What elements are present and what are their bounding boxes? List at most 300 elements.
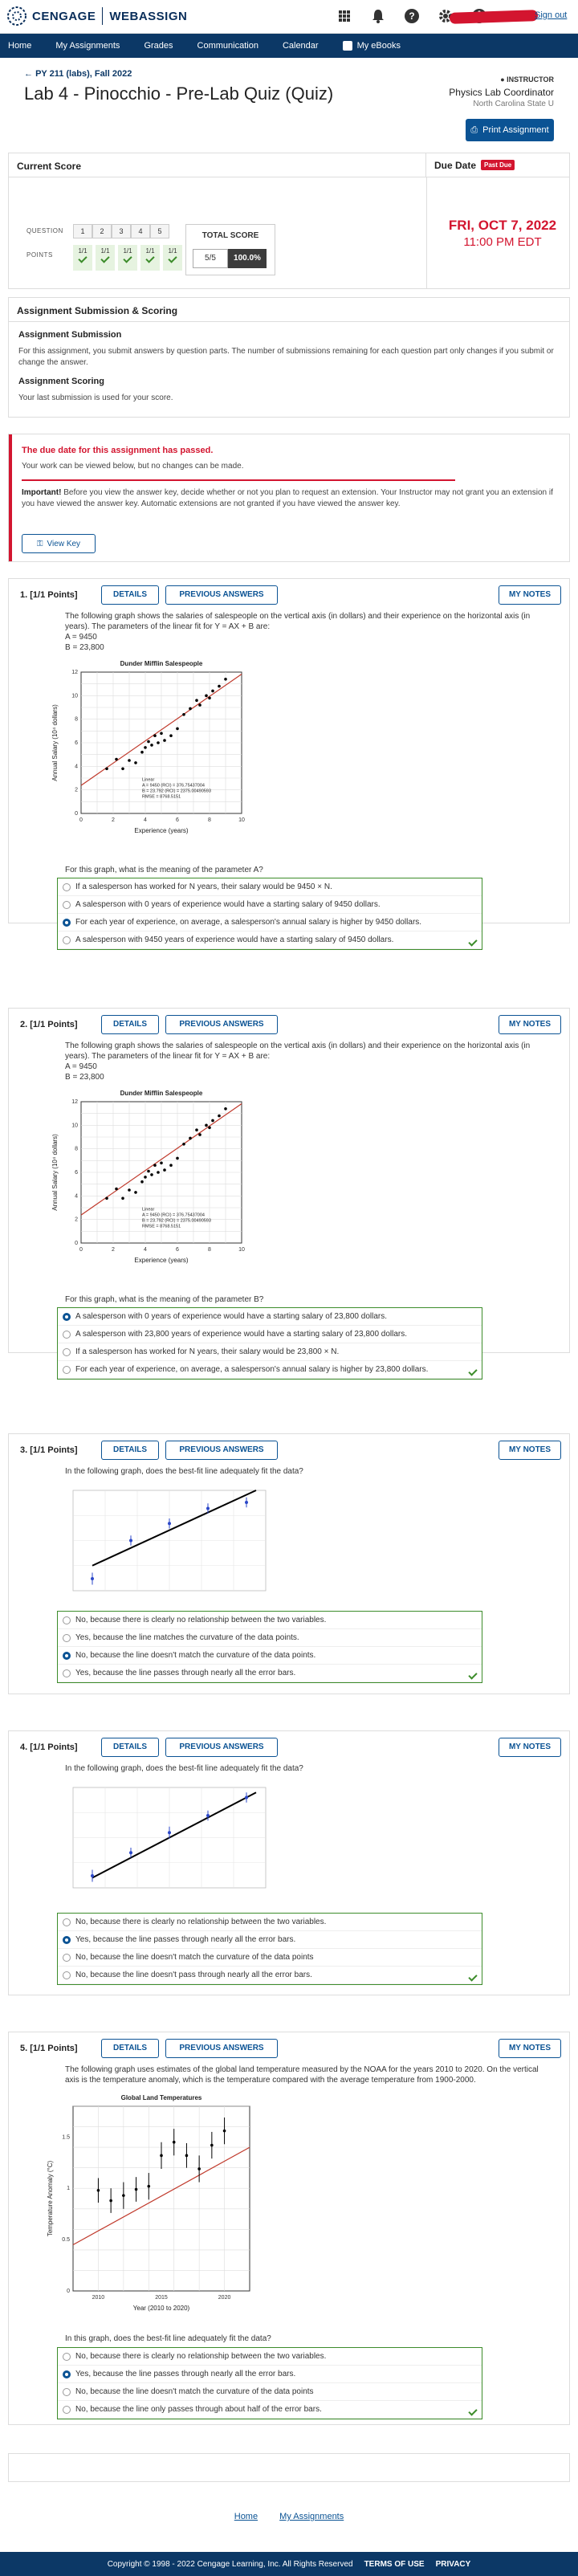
data-point bbox=[150, 1173, 153, 1176]
y-tick-label: 10 bbox=[71, 1123, 78, 1129]
due-date-passed-notice bbox=[8, 434, 570, 562]
check-icon bbox=[78, 254, 87, 263]
radio-unselected[interactable] bbox=[63, 1331, 71, 1339]
param-a: A = 9450 bbox=[65, 633, 97, 642]
x-tick-label: 8 bbox=[208, 817, 211, 823]
nav-my-ebooks-label: My eBooks bbox=[356, 41, 401, 51]
assignment-scoring-text: Your last submission is used for your score. bbox=[18, 393, 173, 402]
radio-selected[interactable] bbox=[63, 1313, 71, 1321]
question-text: The following graph uses estimates of the global land temperature measured by the NOAA for the years 2010 to 2020. On the vertical axis is the temperature anomaly, which is the temperature compared with the average temperature from 1900-2000. bbox=[65, 2065, 539, 2085]
data-point bbox=[205, 1124, 208, 1127]
y-tick-label: 0 bbox=[75, 811, 78, 817]
printer-icon: ⎙ bbox=[470, 124, 478, 135]
data-point bbox=[91, 1577, 94, 1580]
data-point bbox=[135, 2188, 138, 2191]
question-text: The following graph shows the salaries of salespeople on the vertical axis (in dollars) and their experience on the horizontal axis (in years). The parameters of the linear fit for Y = AX + B are: bbox=[65, 1041, 531, 1061]
points-value: 1/1 bbox=[100, 247, 110, 255]
instructor-role bbox=[449, 75, 554, 84]
question-number: 1. [1/1 Points] bbox=[20, 590, 78, 600]
nav-communication[interactable]: Communication bbox=[197, 41, 258, 51]
answer-choice[interactable] bbox=[58, 2383, 482, 2401]
data-point bbox=[163, 1168, 166, 1172]
view-key-label: View Key bbox=[47, 539, 81, 548]
previous-answers-button[interactable]: PREVIOUS ANSWERS bbox=[165, 1441, 278, 1460]
y-tick-label: 12 bbox=[71, 670, 78, 675]
details-button[interactable]: DETAILS bbox=[101, 1738, 159, 1757]
legend-text: B = 23.792 (RCI) = 2375.00490593 bbox=[142, 789, 211, 794]
x-axis-label: Experience (years) bbox=[134, 827, 189, 834]
answer-choice[interactable] bbox=[58, 896, 482, 914]
legend-text: A = 9450 (RCI) = 376.75437004 bbox=[142, 783, 205, 789]
radio-selected[interactable] bbox=[63, 1652, 71, 1660]
radio-selected[interactable] bbox=[63, 919, 71, 927]
top-bar bbox=[0, 0, 578, 34]
data-point bbox=[147, 740, 150, 744]
answer-choice[interactable] bbox=[58, 2366, 482, 2383]
question-number: 3. [1/1 Points] bbox=[20, 1445, 78, 1455]
y-tick-label: 0 bbox=[75, 1241, 78, 1246]
answer-choice-text: Yes, because the line passes through nearly all the error bars. bbox=[75, 1935, 296, 1944]
sign-out-link[interactable]: Sign out bbox=[535, 10, 568, 20]
points-value: 1/1 bbox=[145, 247, 155, 255]
answer-choice[interactable] bbox=[58, 1612, 482, 1629]
answer-choice[interactable] bbox=[58, 1326, 482, 1343]
data-point bbox=[128, 1188, 131, 1192]
due-date-heading bbox=[426, 153, 523, 177]
question-cell[interactable]: 1 bbox=[73, 224, 92, 238]
data-point bbox=[157, 1171, 160, 1174]
total-score-percent: 100.0% bbox=[228, 249, 267, 268]
answer-choice-text: A salesperson with 23,800 years of experience would have a starting salary of 23,800 dollars. bbox=[75, 1330, 408, 1339]
book-icon bbox=[343, 41, 352, 51]
radio-unselected[interactable] bbox=[63, 1616, 71, 1624]
print-assignment-button[interactable] bbox=[466, 119, 554, 141]
x-tick-label: 2 bbox=[112, 817, 115, 823]
answer-choice[interactable] bbox=[58, 2401, 482, 2419]
data-point bbox=[109, 2199, 112, 2203]
details-button[interactable]: DETAILS bbox=[101, 1441, 159, 1460]
y-tick-label: 8 bbox=[75, 1146, 78, 1152]
answer-choice-text: Yes, because the line passes through nearly all the error bars. bbox=[75, 2370, 296, 2378]
data-point bbox=[163, 739, 166, 742]
copyright-text: Copyright © 1998 - 2022 Cengage Learning, Inc. All Rights Reserved bbox=[107, 2559, 353, 2569]
data-point bbox=[176, 1157, 179, 1160]
y-tick-label: 2 bbox=[75, 1217, 78, 1223]
y-tick-label: 4 bbox=[75, 764, 78, 770]
total-score-box bbox=[185, 224, 275, 275]
breadcrumb[interactable] bbox=[24, 69, 132, 79]
answer-choice[interactable] bbox=[58, 1308, 482, 1326]
answer-choice[interactable] bbox=[58, 1647, 482, 1665]
question-1 bbox=[8, 578, 570, 944]
score-panel bbox=[8, 153, 570, 289]
important-label: Important! bbox=[22, 488, 62, 497]
y-axis-label: Annual Salary (10⁴ dollars) bbox=[51, 1134, 59, 1211]
my-notes-button[interactable]: MY NOTES bbox=[499, 1738, 561, 1757]
y-tick-label: 6 bbox=[75, 1170, 78, 1176]
legend-text: RMSE = 8768.5151 bbox=[142, 1224, 181, 1229]
data-point bbox=[157, 741, 160, 744]
nav-my-ebooks[interactable] bbox=[343, 41, 401, 51]
data-point bbox=[173, 2141, 176, 2144]
y-tick-label: 6 bbox=[75, 740, 78, 746]
check-icon bbox=[168, 254, 177, 263]
answer-choice[interactable] bbox=[58, 1931, 482, 1949]
radio-unselected[interactable] bbox=[63, 2406, 71, 2414]
due-time-value: 11:00 PM EDT bbox=[463, 235, 542, 249]
radio-unselected[interactable] bbox=[63, 2353, 71, 2361]
question-prompt: For this graph, what is the meaning of the parameter A? bbox=[65, 866, 263, 874]
answer-choice[interactable] bbox=[58, 1343, 482, 1361]
total-score-fraction: 5/5 bbox=[193, 249, 228, 268]
data-point bbox=[211, 690, 214, 693]
details-button[interactable]: DETAILS bbox=[101, 585, 159, 605]
my-notes-button[interactable]: MY NOTES bbox=[499, 1441, 561, 1460]
answer-choice-text: For each year of experience, on average, a salesperson's annual salary is higher by 9450 dollars. bbox=[75, 918, 422, 927]
fit-graph-4 bbox=[57, 1779, 274, 1904]
data-point bbox=[189, 1137, 192, 1140]
points-value: 1/1 bbox=[168, 247, 177, 255]
bell-icon[interactable] bbox=[369, 7, 387, 25]
due-date-value: FRI, OCT 7, 2022 bbox=[448, 218, 557, 233]
data-point bbox=[144, 1176, 147, 1179]
previous-answers-button[interactable]: PREVIOUS ANSWERS bbox=[165, 1015, 278, 1034]
fit-graph-3 bbox=[57, 1482, 274, 1603]
y-tick-label: 1 bbox=[67, 2186, 70, 2192]
grid-apps-icon[interactable] bbox=[336, 7, 353, 25]
legend-text: Linear bbox=[142, 1207, 155, 1213]
data-point bbox=[182, 713, 185, 716]
privacy-link[interactable]: PRIVACY bbox=[435, 2559, 471, 2569]
y-tick-label: 2 bbox=[75, 787, 78, 793]
instructor-role-label: INSTRUCTOR bbox=[507, 75, 554, 84]
data-point bbox=[134, 1191, 137, 1194]
brand-divider bbox=[102, 7, 103, 25]
data-point bbox=[140, 1180, 144, 1184]
legend-text: A = 9450 (RCI) = 376.75437004 bbox=[142, 1213, 205, 1218]
question-4 bbox=[8, 1730, 570, 1995]
assignment-submission-heading: Assignment Submission bbox=[18, 330, 122, 340]
question-text: In the following graph, does the best-fit line adequately fit the data? bbox=[65, 1467, 303, 1476]
radio-unselected[interactable] bbox=[63, 936, 71, 944]
terms-of-use-link[interactable]: TERMS OF USE bbox=[364, 2559, 425, 2569]
data-point bbox=[168, 1522, 171, 1525]
question-cell[interactable]: 2 bbox=[92, 224, 112, 238]
question-number-row bbox=[73, 224, 169, 238]
data-point bbox=[129, 1539, 132, 1543]
answer-choice[interactable] bbox=[58, 1914, 482, 1931]
answer-choices bbox=[57, 1913, 482, 1985]
data-point bbox=[150, 744, 153, 747]
question-prompt: In this graph, does the best-fit line adequately fit the data? bbox=[65, 2334, 271, 2343]
answer-choice-text: No, because the line doesn't match the curvature of the data points bbox=[75, 2387, 314, 2396]
answer-key-warning-text: Before you view the answer key, decide whether or not you plan to request an extension. Your Instructor may not grant you an extension if you have viewed the answer key. Automatic extensions are not granted if you have viewed the answer key. bbox=[22, 488, 553, 508]
answer-choices bbox=[57, 878, 482, 950]
answer-choices bbox=[57, 2347, 482, 2419]
answer-choice-text: No, because the line doesn't pass through nearly all the error bars. bbox=[75, 1971, 312, 1979]
key-icon: ⚿ bbox=[36, 539, 43, 548]
answer-choice-text: A salesperson with 0 years of experience would have a starting salary of 9450 dollars. bbox=[75, 900, 381, 909]
answer-choice-text: No, because the line only passes through about half of the error bars. bbox=[75, 2405, 322, 2414]
radio-unselected[interactable] bbox=[63, 1954, 71, 1962]
brand-cengage: CENGAGE bbox=[32, 9, 96, 23]
instructor-name: Physics Lab Coordinator bbox=[449, 87, 554, 98]
details-button[interactable]: DETAILS bbox=[101, 1015, 159, 1034]
points-value: 1/1 bbox=[123, 247, 132, 255]
y-tick-label: 8 bbox=[75, 716, 78, 723]
question-cell[interactable]: 4 bbox=[131, 224, 150, 238]
radio-unselected[interactable] bbox=[63, 1918, 71, 1926]
x-tick-label: 4 bbox=[144, 817, 147, 823]
temperature-graph-5 bbox=[41, 2087, 274, 2328]
course-name: PY 211 (labs), Fall 2022 bbox=[35, 69, 132, 79]
question-cell[interactable]: 3 bbox=[112, 224, 131, 238]
answer-choices bbox=[57, 1611, 482, 1683]
data-point bbox=[205, 695, 208, 698]
current-score-heading: Current Score bbox=[9, 153, 426, 177]
answer-key-warning bbox=[22, 487, 560, 510]
main-nav bbox=[0, 34, 578, 58]
due-date-label: Due Date bbox=[434, 159, 477, 171]
graph-title: Dunder Mifflin Salespeople bbox=[120, 660, 203, 667]
x-tick-label: 10 bbox=[238, 1247, 245, 1253]
data-point bbox=[198, 703, 201, 707]
assignment-submission-text: For this assignment, you submit answers by question parts. The number of submissions remaining for each question part only changes if you submit or change the answer. bbox=[18, 347, 554, 367]
data-point bbox=[134, 761, 137, 764]
question-5 bbox=[8, 2032, 570, 2425]
x-tick-label: 2015 bbox=[155, 2295, 168, 2301]
radio-unselected[interactable] bbox=[63, 2388, 71, 2396]
x-tick-label: 2010 bbox=[92, 2295, 105, 2301]
data-point bbox=[182, 1143, 185, 1146]
radio-unselected[interactable] bbox=[63, 1669, 71, 1677]
radio-unselected[interactable] bbox=[63, 1971, 71, 1979]
submission-scoring-panel bbox=[8, 297, 570, 418]
data-point bbox=[195, 1128, 198, 1131]
question-2 bbox=[8, 1008, 570, 1374]
data-point bbox=[218, 1115, 221, 1118]
footer-home-link[interactable]: Home bbox=[234, 2512, 258, 2521]
svg-text:?: ? bbox=[409, 10, 415, 22]
answer-choice-text: No, because the line doesn't match the curvature of the data points bbox=[75, 1953, 314, 1962]
check-icon bbox=[100, 254, 109, 263]
question-cell[interactable]: 5 bbox=[150, 224, 169, 238]
question-text: The following graph shows the salaries of salespeople on the vertical axis (in dollars) and their experience on the horizontal axis (in years). The parameters of the linear fit for Y = AX + B are: bbox=[65, 612, 531, 631]
data-point bbox=[121, 767, 124, 770]
data-point bbox=[223, 2130, 226, 2133]
footer-my-assignments-link[interactable]: My Assignments bbox=[279, 2512, 344, 2521]
answer-choice[interactable] bbox=[58, 1665, 482, 1682]
points-cell bbox=[140, 245, 160, 271]
data-point bbox=[105, 767, 108, 770]
question-number: 4. [1/1 Points] bbox=[20, 1742, 78, 1752]
answer-choice-text: Yes, because the line matches the curvature of the data points. bbox=[75, 1633, 299, 1642]
footer bbox=[0, 2552, 578, 2576]
radio-selected[interactable] bbox=[63, 2370, 71, 2378]
points-cell bbox=[73, 245, 92, 271]
data-point bbox=[147, 2185, 150, 2188]
points-cell bbox=[118, 245, 137, 271]
data-point bbox=[128, 759, 131, 762]
page-title: Lab 4 - Pinocchio - Pre-Lab Quiz (Quiz) bbox=[24, 84, 334, 104]
param-b: B = 23,800 bbox=[65, 643, 104, 652]
data-point bbox=[210, 2144, 214, 2147]
y-tick-label: 0.5 bbox=[62, 2237, 70, 2244]
question-prompt: For this graph, what is the meaning of the parameter B? bbox=[65, 1295, 264, 1304]
data-point bbox=[185, 2154, 189, 2158]
x-tick-label: 10 bbox=[238, 817, 245, 823]
y-tick-label: 4 bbox=[75, 1193, 78, 1200]
total-score-label: TOTAL SCORE bbox=[201, 231, 259, 240]
data-point bbox=[245, 1796, 248, 1800]
answer-choice[interactable] bbox=[58, 1361, 482, 1379]
instructor-school: North Carolina State U bbox=[473, 100, 554, 108]
data-point bbox=[153, 1164, 157, 1167]
data-point bbox=[129, 1851, 132, 1854]
help-icon[interactable] bbox=[403, 7, 421, 25]
answer-choice-text: For each year of experience, on average, a salesperson's annual salary is higher by 23,800 dollars. bbox=[75, 1365, 429, 1374]
footer-links bbox=[0, 2512, 578, 2521]
data-point bbox=[176, 728, 179, 731]
redacted-user-name bbox=[450, 10, 538, 24]
data-point bbox=[168, 1831, 171, 1834]
data-point bbox=[115, 758, 118, 761]
cengage-webassign-logo[interactable] bbox=[6, 6, 187, 26]
answer-choice[interactable] bbox=[58, 2348, 482, 2366]
data-point bbox=[169, 1164, 173, 1167]
back-arrow-icon: ← bbox=[24, 69, 36, 79]
my-notes-button[interactable]: MY NOTES bbox=[499, 2039, 561, 2058]
salary-graph-1 bbox=[41, 653, 258, 854]
question-number: 5. [1/1 Points] bbox=[20, 2044, 78, 2053]
data-point bbox=[160, 2154, 163, 2158]
x-tick-label: 8 bbox=[208, 1247, 211, 1253]
data-point bbox=[218, 685, 221, 688]
answer-choice-text: If a salesperson has worked for N years, their salary would be 9450 × N. bbox=[75, 882, 332, 891]
data-point bbox=[147, 1170, 150, 1173]
previous-answers-button[interactable]: PREVIOUS ANSWERS bbox=[165, 2039, 278, 2058]
graph-title: Dunder Mifflin Salespeople bbox=[120, 1090, 203, 1097]
radio-selected[interactable] bbox=[63, 1936, 71, 1944]
nav-home[interactable]: Home bbox=[8, 41, 32, 51]
radio-unselected[interactable] bbox=[63, 1634, 71, 1642]
data-point bbox=[211, 1119, 214, 1123]
x-tick-label: 0 bbox=[79, 817, 83, 823]
data-point bbox=[169, 734, 173, 737]
brand-webassign: WEBASSIGN bbox=[109, 9, 188, 23]
points-cell bbox=[96, 245, 115, 271]
check-icon bbox=[123, 254, 132, 263]
answer-choice-text: No, because there is clearly no relationship between the two variables. bbox=[75, 2352, 327, 2361]
points-cell bbox=[163, 245, 182, 271]
data-point bbox=[224, 678, 227, 681]
x-tick-label: 6 bbox=[176, 1247, 179, 1253]
data-point bbox=[208, 1126, 211, 1129]
person-icon: ● bbox=[500, 75, 505, 84]
answer-choice[interactable] bbox=[58, 1967, 482, 1984]
radio-unselected[interactable] bbox=[63, 901, 71, 909]
answer-choice-text: A salesperson with 9450 years of experience would have a starting salary of 9450 dollars. bbox=[75, 935, 394, 944]
data-point bbox=[245, 1501, 248, 1504]
past-due-badge: Past Due bbox=[481, 160, 515, 170]
empty-panel bbox=[8, 2453, 570, 2482]
radio-unselected[interactable] bbox=[63, 1366, 71, 1374]
data-point bbox=[206, 1814, 210, 1817]
radio-unselected[interactable] bbox=[63, 883, 71, 891]
x-tick-label: 4 bbox=[144, 1247, 147, 1253]
radio-unselected[interactable] bbox=[63, 1348, 71, 1356]
data-point bbox=[97, 2189, 100, 2192]
assignment-scoring-heading: Assignment Scoring bbox=[18, 377, 104, 386]
data-point bbox=[122, 2194, 125, 2197]
nav-calendar[interactable]: Calendar bbox=[282, 41, 319, 51]
data-point bbox=[115, 1188, 118, 1191]
y-tick-label: 1.5 bbox=[62, 2134, 70, 2141]
question-row-label: QUESTION bbox=[26, 227, 63, 234]
data-point bbox=[160, 1161, 163, 1164]
salary-graph-2 bbox=[41, 1082, 258, 1283]
view-key-button[interactable] bbox=[22, 534, 96, 553]
due-passed-heading: The due date for this assignment has passed. bbox=[22, 446, 214, 455]
print-assignment-label: Print Assignment bbox=[482, 125, 549, 135]
cengage-logo-icon bbox=[6, 6, 27, 26]
data-point bbox=[121, 1196, 124, 1200]
answer-choice-text: No, because the line doesn't match the curvature of the data points. bbox=[75, 1651, 316, 1660]
check-icon bbox=[145, 254, 154, 263]
data-point bbox=[153, 734, 157, 737]
answer-choice-text: Yes, because the line passes through nearly all the error bars. bbox=[75, 1669, 296, 1677]
question-text: In the following graph, does the best-fit line adequately fit the data? bbox=[65, 1764, 303, 1773]
my-notes-button[interactable]: MY NOTES bbox=[499, 585, 561, 605]
nav-grades[interactable]: Grades bbox=[144, 41, 173, 51]
data-point bbox=[208, 696, 211, 699]
answer-choice[interactable] bbox=[58, 914, 482, 931]
plot-area bbox=[73, 2106, 250, 2291]
data-point bbox=[197, 2167, 201, 2170]
data-point bbox=[91, 1874, 94, 1877]
points-row bbox=[73, 245, 182, 271]
data-point bbox=[206, 1507, 210, 1510]
legend-text: Linear bbox=[142, 777, 155, 783]
previous-answers-button[interactable]: PREVIOUS ANSWERS bbox=[165, 585, 278, 605]
answer-choice-text: No, because there is clearly no relationship between the two variables. bbox=[75, 1918, 327, 1926]
graph-title: Global Land Temperatures bbox=[120, 2094, 202, 2101]
y-tick-label: 0 bbox=[67, 2289, 70, 2294]
x-tick-label: 2 bbox=[112, 1247, 115, 1253]
legend-text: B = 23.792 (RCI) = 2375.00490593 bbox=[142, 1218, 211, 1224]
data-point bbox=[160, 732, 163, 735]
nav-my-assignments[interactable]: My Assignments bbox=[55, 41, 120, 51]
answer-choice[interactable] bbox=[58, 878, 482, 896]
answer-choice-text: A salesperson with 0 years of experience would have a starting salary of 23,800 dollars. bbox=[75, 1312, 387, 1321]
x-axis-label: Experience (years) bbox=[134, 1257, 189, 1264]
answer-choice[interactable] bbox=[58, 1629, 482, 1647]
param-b: B = 23,800 bbox=[65, 1073, 104, 1082]
answer-choice[interactable] bbox=[58, 931, 482, 949]
answer-choices bbox=[57, 1307, 482, 1380]
x-tick-label: 0 bbox=[79, 1247, 83, 1253]
points-row-label: POINTS bbox=[26, 251, 53, 259]
answer-choice-text: No, because there is clearly no relationship between the two variables. bbox=[75, 1616, 327, 1624]
param-a: A = 9450 bbox=[65, 1062, 97, 1071]
question-3 bbox=[8, 1433, 570, 1694]
details-button[interactable]: DETAILS bbox=[101, 2039, 159, 2058]
legend-text: RMSE = 8768.5151 bbox=[142, 794, 181, 800]
my-notes-button[interactable]: MY NOTES bbox=[499, 1015, 561, 1034]
answer-choice[interactable] bbox=[58, 1949, 482, 1967]
previous-answers-button[interactable]: PREVIOUS ANSWERS bbox=[165, 1738, 278, 1757]
x-axis-label: Year (2010 to 2020) bbox=[132, 2305, 190, 2312]
